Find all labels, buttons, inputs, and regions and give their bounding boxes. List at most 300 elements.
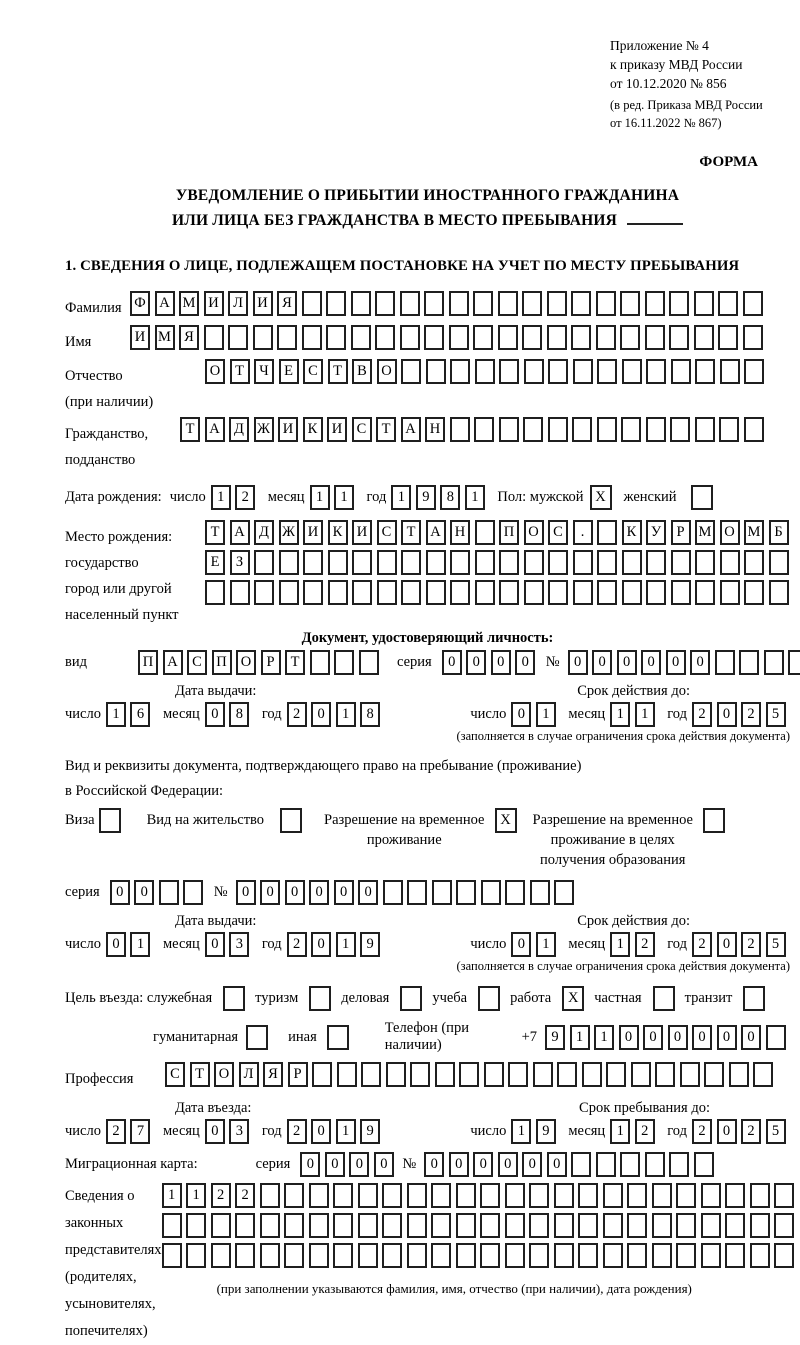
char-cell[interactable]: [753, 1062, 773, 1087]
char-cell[interactable]: [524, 580, 544, 605]
char-cell[interactable]: [498, 325, 518, 350]
char-cell[interactable]: [694, 291, 714, 316]
char-cell[interactable]: 2: [211, 1183, 231, 1208]
char-cell[interactable]: К: [303, 417, 323, 442]
purpose-humanitarian-checkbox[interactable]: [246, 1025, 268, 1050]
char-cell[interactable]: Д: [254, 520, 274, 545]
char-cell[interactable]: О: [377, 359, 397, 384]
char-cell[interactable]: [701, 1213, 721, 1238]
char-cell[interactable]: [671, 550, 691, 575]
char-cell[interactable]: 1: [336, 932, 356, 957]
char-cell[interactable]: Р: [288, 1062, 308, 1087]
char-cell[interactable]: [627, 1183, 647, 1208]
char-cell[interactable]: [260, 1243, 280, 1268]
char-cell[interactable]: [303, 550, 323, 575]
char-cell[interactable]: И: [327, 417, 347, 442]
char-cell[interactable]: [326, 325, 346, 350]
char-cell[interactable]: [652, 1183, 672, 1208]
char-cell[interactable]: П: [212, 650, 232, 675]
char-cell[interactable]: 1: [511, 1119, 531, 1144]
char-cell[interactable]: [646, 550, 666, 575]
char-cell[interactable]: [524, 550, 544, 575]
char-cell[interactable]: А: [205, 417, 225, 442]
char-cell[interactable]: [680, 1062, 700, 1087]
char-cell[interactable]: [449, 325, 469, 350]
char-cell[interactable]: 0: [106, 932, 126, 957]
char-cell[interactable]: 1: [336, 702, 356, 727]
char-cell[interactable]: [774, 1213, 794, 1238]
char-cell[interactable]: [750, 1243, 770, 1268]
char-cell[interactable]: [499, 359, 519, 384]
char-cell[interactable]: [183, 880, 203, 905]
char-cell[interactable]: [260, 1213, 280, 1238]
char-cell[interactable]: 0: [424, 1152, 444, 1177]
char-cell[interactable]: [407, 1213, 427, 1238]
char-cell[interactable]: [480, 1243, 500, 1268]
char-cell[interactable]: 0: [466, 650, 486, 675]
char-cell[interactable]: [407, 880, 427, 905]
char-cell[interactable]: 0: [334, 880, 354, 905]
char-cell[interactable]: [571, 291, 591, 316]
char-cell[interactable]: 8: [229, 702, 249, 727]
char-cell[interactable]: [474, 417, 494, 442]
char-cell[interactable]: [505, 880, 525, 905]
char-cell[interactable]: 2: [287, 702, 307, 727]
char-cell[interactable]: [676, 1183, 696, 1208]
char-cell[interactable]: 1: [211, 485, 231, 510]
char-cell[interactable]: [228, 325, 248, 350]
char-cell[interactable]: Я: [277, 291, 297, 316]
char-cell[interactable]: П: [138, 650, 158, 675]
char-cell[interactable]: [480, 1183, 500, 1208]
char-cell[interactable]: [606, 1062, 626, 1087]
char-cell[interactable]: [695, 417, 715, 442]
char-cell[interactable]: 3: [229, 1119, 249, 1144]
char-cell[interactable]: 1: [570, 1025, 590, 1050]
char-cell[interactable]: С: [303, 359, 323, 384]
char-cell[interactable]: [426, 359, 446, 384]
char-cell[interactable]: 0: [349, 1152, 369, 1177]
char-cell[interactable]: 0: [285, 880, 305, 905]
char-cell[interactable]: [473, 291, 493, 316]
char-cell[interactable]: [382, 1213, 402, 1238]
char-cell[interactable]: [554, 880, 574, 905]
char-cell[interactable]: 0: [473, 1152, 493, 1177]
char-cell[interactable]: О: [205, 359, 225, 384]
char-cell[interactable]: [774, 1243, 794, 1268]
char-cell[interactable]: М: [744, 520, 764, 545]
char-cell[interactable]: 1: [635, 702, 655, 727]
char-cell[interactable]: М: [155, 325, 175, 350]
char-cell[interactable]: 0: [619, 1025, 639, 1050]
char-cell[interactable]: Н: [425, 417, 445, 442]
char-cell[interactable]: [718, 291, 738, 316]
char-cell[interactable]: [743, 325, 763, 350]
char-cell[interactable]: [719, 417, 739, 442]
char-cell[interactable]: [750, 1183, 770, 1208]
char-cell[interactable]: У: [646, 520, 666, 545]
char-cell[interactable]: И: [130, 325, 150, 350]
char-cell[interactable]: [620, 1152, 640, 1177]
char-cell[interactable]: [766, 1025, 786, 1050]
char-cell[interactable]: А: [426, 520, 446, 545]
char-cell[interactable]: 9: [360, 1119, 380, 1144]
char-cell[interactable]: Ж: [254, 417, 274, 442]
char-cell[interactable]: [725, 1183, 745, 1208]
char-cell[interactable]: [254, 550, 274, 575]
char-cell[interactable]: [774, 1183, 794, 1208]
char-cell[interactable]: [450, 359, 470, 384]
char-cell[interactable]: [573, 359, 593, 384]
char-cell[interactable]: [279, 580, 299, 605]
char-cell[interactable]: 0: [717, 1119, 737, 1144]
char-cell[interactable]: [337, 1062, 357, 1087]
char-cell[interactable]: [547, 325, 567, 350]
char-cell[interactable]: [554, 1213, 574, 1238]
char-cell[interactable]: [603, 1183, 623, 1208]
char-cell[interactable]: И: [303, 520, 323, 545]
char-cell[interactable]: [524, 359, 544, 384]
char-cell[interactable]: [309, 1213, 329, 1238]
char-cell[interactable]: 1: [310, 485, 330, 510]
char-cell[interactable]: Е: [279, 359, 299, 384]
char-cell[interactable]: 2: [235, 485, 255, 510]
char-cell[interactable]: [235, 1213, 255, 1238]
char-cell[interactable]: [375, 291, 395, 316]
char-cell[interactable]: [744, 417, 764, 442]
char-cell[interactable]: [456, 1183, 476, 1208]
char-cell[interactable]: 0: [134, 880, 154, 905]
char-cell[interactable]: 1: [391, 485, 411, 510]
char-cell[interactable]: [695, 580, 715, 605]
char-cell[interactable]: 2: [235, 1183, 255, 1208]
char-cell[interactable]: 1: [336, 1119, 356, 1144]
char-cell[interactable]: 0: [515, 650, 535, 675]
char-cell[interactable]: [522, 325, 542, 350]
char-cell[interactable]: [456, 1243, 476, 1268]
char-cell[interactable]: [426, 580, 446, 605]
char-cell[interactable]: 1: [610, 1119, 630, 1144]
char-cell[interactable]: 0: [311, 1119, 331, 1144]
char-cell[interactable]: 0: [717, 932, 737, 957]
char-cell[interactable]: 6: [130, 702, 150, 727]
char-cell[interactable]: [326, 291, 346, 316]
char-cell[interactable]: З: [230, 550, 250, 575]
char-cell[interactable]: Т: [376, 417, 396, 442]
char-cell[interactable]: [669, 291, 689, 316]
char-cell[interactable]: 0: [498, 1152, 518, 1177]
char-cell[interactable]: [303, 580, 323, 605]
char-cell[interactable]: [407, 1183, 427, 1208]
char-cell[interactable]: [431, 1183, 451, 1208]
char-cell[interactable]: 1: [162, 1183, 182, 1208]
char-cell[interactable]: [424, 291, 444, 316]
char-cell[interactable]: 9: [536, 1119, 556, 1144]
char-cell[interactable]: [284, 1183, 304, 1208]
char-cell[interactable]: [578, 1213, 598, 1238]
char-cell[interactable]: 1: [130, 932, 150, 957]
char-cell[interactable]: [358, 1213, 378, 1238]
char-cell[interactable]: [426, 550, 446, 575]
char-cell[interactable]: [631, 1062, 651, 1087]
char-cell[interactable]: [358, 1243, 378, 1268]
char-cell[interactable]: Ж: [279, 520, 299, 545]
char-cell[interactable]: А: [163, 650, 183, 675]
char-cell[interactable]: 2: [287, 1119, 307, 1144]
char-cell[interactable]: [382, 1183, 402, 1208]
char-cell[interactable]: Т: [401, 520, 421, 545]
char-cell[interactable]: Л: [228, 291, 248, 316]
rvp-checkbox[interactable]: X: [495, 808, 517, 833]
char-cell[interactable]: [695, 550, 715, 575]
char-cell[interactable]: 1: [594, 1025, 614, 1050]
sex-female-checkbox[interactable]: [691, 485, 713, 510]
char-cell[interactable]: [431, 1213, 451, 1238]
char-cell[interactable]: 0: [110, 880, 130, 905]
char-cell[interactable]: [627, 1243, 647, 1268]
purpose-tourism-checkbox[interactable]: [309, 986, 331, 1011]
char-cell[interactable]: Я: [263, 1062, 283, 1087]
char-cell[interactable]: [571, 1152, 591, 1177]
char-cell[interactable]: [530, 880, 550, 905]
char-cell[interactable]: [694, 1152, 714, 1177]
char-cell[interactable]: [744, 550, 764, 575]
char-cell[interactable]: [498, 291, 518, 316]
purpose-business-checkbox[interactable]: [223, 986, 245, 1011]
char-cell[interactable]: [554, 1243, 574, 1268]
char-cell[interactable]: [676, 1213, 696, 1238]
char-cell[interactable]: 2: [741, 1119, 761, 1144]
visa-checkbox[interactable]: [99, 808, 121, 833]
char-cell[interactable]: 3: [229, 932, 249, 957]
char-cell[interactable]: [548, 359, 568, 384]
char-cell[interactable]: [652, 1243, 672, 1268]
purpose-commercial-checkbox[interactable]: [400, 986, 422, 1011]
char-cell[interactable]: [159, 880, 179, 905]
char-cell[interactable]: [704, 1062, 724, 1087]
char-cell[interactable]: 2: [635, 1119, 655, 1144]
char-cell[interactable]: [277, 325, 297, 350]
char-cell[interactable]: [333, 1213, 353, 1238]
char-cell[interactable]: [720, 550, 740, 575]
char-cell[interactable]: 9: [416, 485, 436, 510]
char-cell[interactable]: [557, 1062, 577, 1087]
char-cell[interactable]: [450, 580, 470, 605]
char-cell[interactable]: [671, 580, 691, 605]
char-cell[interactable]: Т: [328, 359, 348, 384]
char-cell[interactable]: [475, 580, 495, 605]
char-cell[interactable]: 0: [358, 880, 378, 905]
char-cell[interactable]: 2: [692, 1119, 712, 1144]
char-cell[interactable]: [676, 1243, 696, 1268]
char-cell[interactable]: 2: [692, 702, 712, 727]
char-cell[interactable]: 1: [610, 702, 630, 727]
char-cell[interactable]: [603, 1213, 623, 1238]
char-cell[interactable]: [505, 1243, 525, 1268]
char-cell[interactable]: [205, 580, 225, 605]
char-cell[interactable]: [401, 550, 421, 575]
char-cell[interactable]: [572, 417, 592, 442]
char-cell[interactable]: [211, 1213, 231, 1238]
char-cell[interactable]: 0: [442, 650, 462, 675]
char-cell[interactable]: Ч: [254, 359, 274, 384]
char-cell[interactable]: [578, 1243, 598, 1268]
char-cell[interactable]: 0: [205, 932, 225, 957]
char-cell[interactable]: [400, 291, 420, 316]
char-cell[interactable]: 0: [717, 1025, 737, 1050]
char-cell[interactable]: 0: [666, 650, 686, 675]
char-cell[interactable]: [529, 1213, 549, 1238]
char-cell[interactable]: 0: [511, 702, 531, 727]
char-cell[interactable]: 0: [511, 932, 531, 957]
char-cell[interactable]: 0: [717, 702, 737, 727]
char-cell[interactable]: И: [352, 520, 372, 545]
char-cell[interactable]: [655, 1062, 675, 1087]
residence-permit-checkbox[interactable]: [280, 808, 302, 833]
char-cell[interactable]: [695, 359, 715, 384]
char-cell[interactable]: 2: [635, 932, 655, 957]
purpose-work-checkbox[interactable]: X: [562, 986, 584, 1011]
char-cell[interactable]: [435, 1062, 455, 1087]
purpose-private-checkbox[interactable]: [653, 986, 675, 1011]
char-cell[interactable]: 0: [236, 880, 256, 905]
char-cell[interactable]: [450, 550, 470, 575]
char-cell[interactable]: [328, 580, 348, 605]
char-cell[interactable]: [597, 520, 617, 545]
char-cell[interactable]: [279, 550, 299, 575]
char-cell[interactable]: 0: [668, 1025, 688, 1050]
char-cell[interactable]: [302, 291, 322, 316]
char-cell[interactable]: [254, 580, 274, 605]
char-cell[interactable]: [597, 550, 617, 575]
char-cell[interactable]: [669, 1152, 689, 1177]
char-cell[interactable]: [620, 325, 640, 350]
char-cell[interactable]: [646, 359, 666, 384]
char-cell[interactable]: [739, 650, 759, 675]
char-cell[interactable]: [646, 417, 666, 442]
char-cell[interactable]: [694, 325, 714, 350]
char-cell[interactable]: 0: [374, 1152, 394, 1177]
char-cell[interactable]: Т: [190, 1062, 210, 1087]
char-cell[interactable]: О: [524, 520, 544, 545]
char-cell[interactable]: [622, 550, 642, 575]
char-cell[interactable]: [646, 580, 666, 605]
char-cell[interactable]: 2: [287, 932, 307, 957]
char-cell[interactable]: 0: [741, 1025, 761, 1050]
char-cell[interactable]: 0: [205, 702, 225, 727]
char-cell[interactable]: 0: [205, 1119, 225, 1144]
char-cell[interactable]: [743, 291, 763, 316]
char-cell[interactable]: [621, 417, 641, 442]
char-cell[interactable]: О: [236, 650, 256, 675]
char-cell[interactable]: [769, 550, 789, 575]
char-cell[interactable]: [720, 580, 740, 605]
char-cell[interactable]: [401, 359, 421, 384]
char-cell[interactable]: О: [214, 1062, 234, 1087]
char-cell[interactable]: [351, 291, 371, 316]
char-cell[interactable]: С: [377, 520, 397, 545]
char-cell[interactable]: С: [548, 520, 568, 545]
char-cell[interactable]: [669, 325, 689, 350]
char-cell[interactable]: [432, 880, 452, 905]
char-cell[interactable]: [352, 580, 372, 605]
char-cell[interactable]: [720, 359, 740, 384]
char-cell[interactable]: 9: [545, 1025, 565, 1050]
char-cell[interactable]: [622, 359, 642, 384]
char-cell[interactable]: 0: [449, 1152, 469, 1177]
char-cell[interactable]: [375, 325, 395, 350]
char-cell[interactable]: [529, 1183, 549, 1208]
char-cell[interactable]: [670, 417, 690, 442]
char-cell[interactable]: [334, 650, 354, 675]
char-cell[interactable]: Т: [230, 359, 250, 384]
char-cell[interactable]: 1: [536, 702, 556, 727]
char-cell[interactable]: [361, 1062, 381, 1087]
char-cell[interactable]: Т: [205, 520, 225, 545]
char-cell[interactable]: 0: [568, 650, 588, 675]
sex-male-checkbox[interactable]: X: [590, 485, 612, 510]
char-cell[interactable]: [548, 417, 568, 442]
char-cell[interactable]: [328, 550, 348, 575]
char-cell[interactable]: Р: [671, 520, 691, 545]
char-cell[interactable]: 0: [311, 932, 331, 957]
char-cell[interactable]: [377, 550, 397, 575]
char-cell[interactable]: О: [720, 520, 740, 545]
rvp-education-checkbox[interactable]: [703, 808, 725, 833]
char-cell[interactable]: [204, 325, 224, 350]
char-cell[interactable]: 0: [617, 650, 637, 675]
char-cell[interactable]: [450, 417, 470, 442]
char-cell[interactable]: [645, 1152, 665, 1177]
char-cell[interactable]: 0: [300, 1152, 320, 1177]
char-cell[interactable]: 8: [360, 702, 380, 727]
char-cell[interactable]: [627, 1213, 647, 1238]
char-cell[interactable]: [571, 325, 591, 350]
purpose-other-checkbox[interactable]: [327, 1025, 349, 1050]
char-cell[interactable]: [475, 520, 495, 545]
char-cell[interactable]: [456, 1213, 476, 1238]
char-cell[interactable]: [333, 1183, 353, 1208]
char-cell[interactable]: [431, 1243, 451, 1268]
char-cell[interactable]: 2: [692, 932, 712, 957]
char-cell[interactable]: [582, 1062, 602, 1087]
char-cell[interactable]: [645, 325, 665, 350]
char-cell[interactable]: [382, 1243, 402, 1268]
char-cell[interactable]: [351, 325, 371, 350]
char-cell[interactable]: [235, 1243, 255, 1268]
char-cell[interactable]: М: [695, 520, 715, 545]
char-cell[interactable]: [186, 1243, 206, 1268]
char-cell[interactable]: 0: [491, 650, 511, 675]
char-cell[interactable]: [523, 417, 543, 442]
char-cell[interactable]: Н: [450, 520, 470, 545]
char-cell[interactable]: 1: [186, 1183, 206, 1208]
char-cell[interactable]: [309, 1243, 329, 1268]
char-cell[interactable]: [769, 580, 789, 605]
char-cell[interactable]: 0: [592, 650, 612, 675]
char-cell[interactable]: 0: [309, 880, 329, 905]
char-cell[interactable]: [473, 325, 493, 350]
char-cell[interactable]: [260, 1183, 280, 1208]
char-cell[interactable]: 0: [641, 650, 661, 675]
char-cell[interactable]: 9: [360, 932, 380, 957]
char-cell[interactable]: Ф: [130, 291, 150, 316]
char-cell[interactable]: 5: [766, 702, 786, 727]
char-cell[interactable]: 0: [643, 1025, 663, 1050]
char-cell[interactable]: [400, 325, 420, 350]
char-cell[interactable]: [729, 1062, 749, 1087]
char-cell[interactable]: Е: [205, 550, 225, 575]
